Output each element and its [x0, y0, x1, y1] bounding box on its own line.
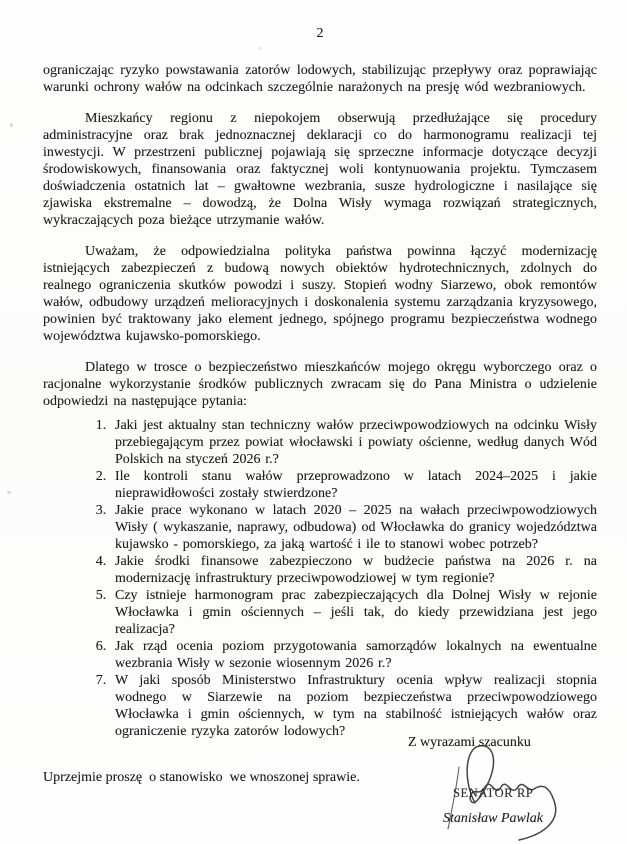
body-paragraph: Dlatego w trosce o bezpieczeństwo mieszkańców mojego okręgu wyborczego oraz o racjonalne wykorzystanie środków publicznych zwracam się do Pana Ministra o udzielenie odpowiedzi na następujące pytania:	[43, 360, 597, 409]
question-item: 1. Jaki jest aktualny stan techniczny wałów przeciwpowodziowych na odcinku Wisły przebiegającym przez powiat włocławski i powiaty ościenne, według danych Wód Polskich na styczeń 2026 r.?	[111, 417, 597, 468]
signature-name: Stanisław Pawlak	[443, 811, 543, 826]
signature-title: SENATOR RP	[453, 786, 534, 800]
question-item: 7. W jaki sposób Ministerstwo Infrastruktury ocenia wpływ realizacji stopnia wodnego w Siarzewie na poziom bezpieczeństwa przeciwpowodziowego Włocławka i gmin ościennych, w tym na stabilność istniejących wałów oraz ograniczenie ryzyka zatorów lodowych?	[111, 672, 597, 740]
scan-speckle	[7, 491, 11, 494]
page-number: 2	[316, 26, 324, 41]
scan-speckle	[10, 123, 13, 127]
closing-line: Uprzejmie proszę o stanowisko we wnoszonej sprawie.	[43, 770, 360, 785]
signoff: Z wyrazami szacunku	[408, 735, 531, 750]
handwritten-signature-icon	[415, 741, 585, 844]
question-item: 6. Jak rząd ocenia poziom przygotowania samorządów lokalnych na ewentualne wezbrania Wisły w sezonie wiosennym 2026 r.?	[111, 638, 597, 672]
body-paragraph: ograniczając ryzyko powstawania zatorów lodowych, stabilizując przepływy oraz poprawiając warunki ochrony wałów na odcinkach szczególnie narażonych na presję wód wezbraniowych.	[43, 63, 597, 95]
question-item: 5. Czy istnieje harmonogram prac zabezpieczających dla Dolnej Wisły w rejonie Włocławka i gmin ościennych – jeśli tak, do kiedy przewidziana jest jego realizacja?	[111, 587, 597, 638]
body-paragraph: Mieszkańcy regionu z niepokojem obserwują przedłużające się procedury administracyjne oraz brak jednoznacznej deklaracji co do harmonogramu realizacji tej inwestycji. W przestrzeni publicznej pojawiają się sprzeczne informacje dotyczące decyzji środowiskowych, finansowania oraz faktycznej woli kontynuowania projektu. Tymczasem doświadczenia ostatnich lat – gwałtowne wezbrania, susze hydrologiczne i nasilające się zjawiska ekstremalne – dowodzą, że Dolna Wisły wymaga rozwiązań strategicznych, wykraczających poza bieżące utrzymanie wałów.	[43, 111, 597, 228]
body-paragraph: Uważam, że odpowiedzialna polityka państwa powinna łączyć modernizację istniejących zabezpieczeń z budową nowych obiektów hydrotechnicznych, zdolnych do realnego ograniczenia skutków powodzi i suszy. Stopień wodny Siarzewo, obok remontów wałów, odbudowy urządzeń melioracyjnych i doskonalenia systemu zarządzania kryzysowego, powinien być traktowany jako element jednego, spójnego programu bezpieczeństwa wodnego województwa kujawsko-pomorskiego.	[43, 244, 597, 344]
letter-body	[43, 0, 597, 800]
question-item: 3. Jakie prace wykonano w latach 2020 – 2025 na wałach przeciwpowodziowych Wisły ( wykaszanie, naprawy, odbudowa) od Włocławka do granicy wojedzództwa kujawsko - pomorskiego, za jaką wartość i ile to stanowi wobec potrzeb?	[111, 502, 597, 553]
questions-list	[43, 417, 597, 740]
question-item: 2. Ile kontroli stanu wałów przeprowadzono w latach 2024–2025 i jakie nieprawidłowości zostały stwierdzone?	[111, 468, 597, 502]
question-item: 4. Jakie środki finansowe zabezpieczono w budżecie państwa na 2026 r. na modernizację infrastruktury przeciwpowodziowej w tym regionie?	[111, 553, 597, 587]
signature-block	[0, 733, 627, 844]
